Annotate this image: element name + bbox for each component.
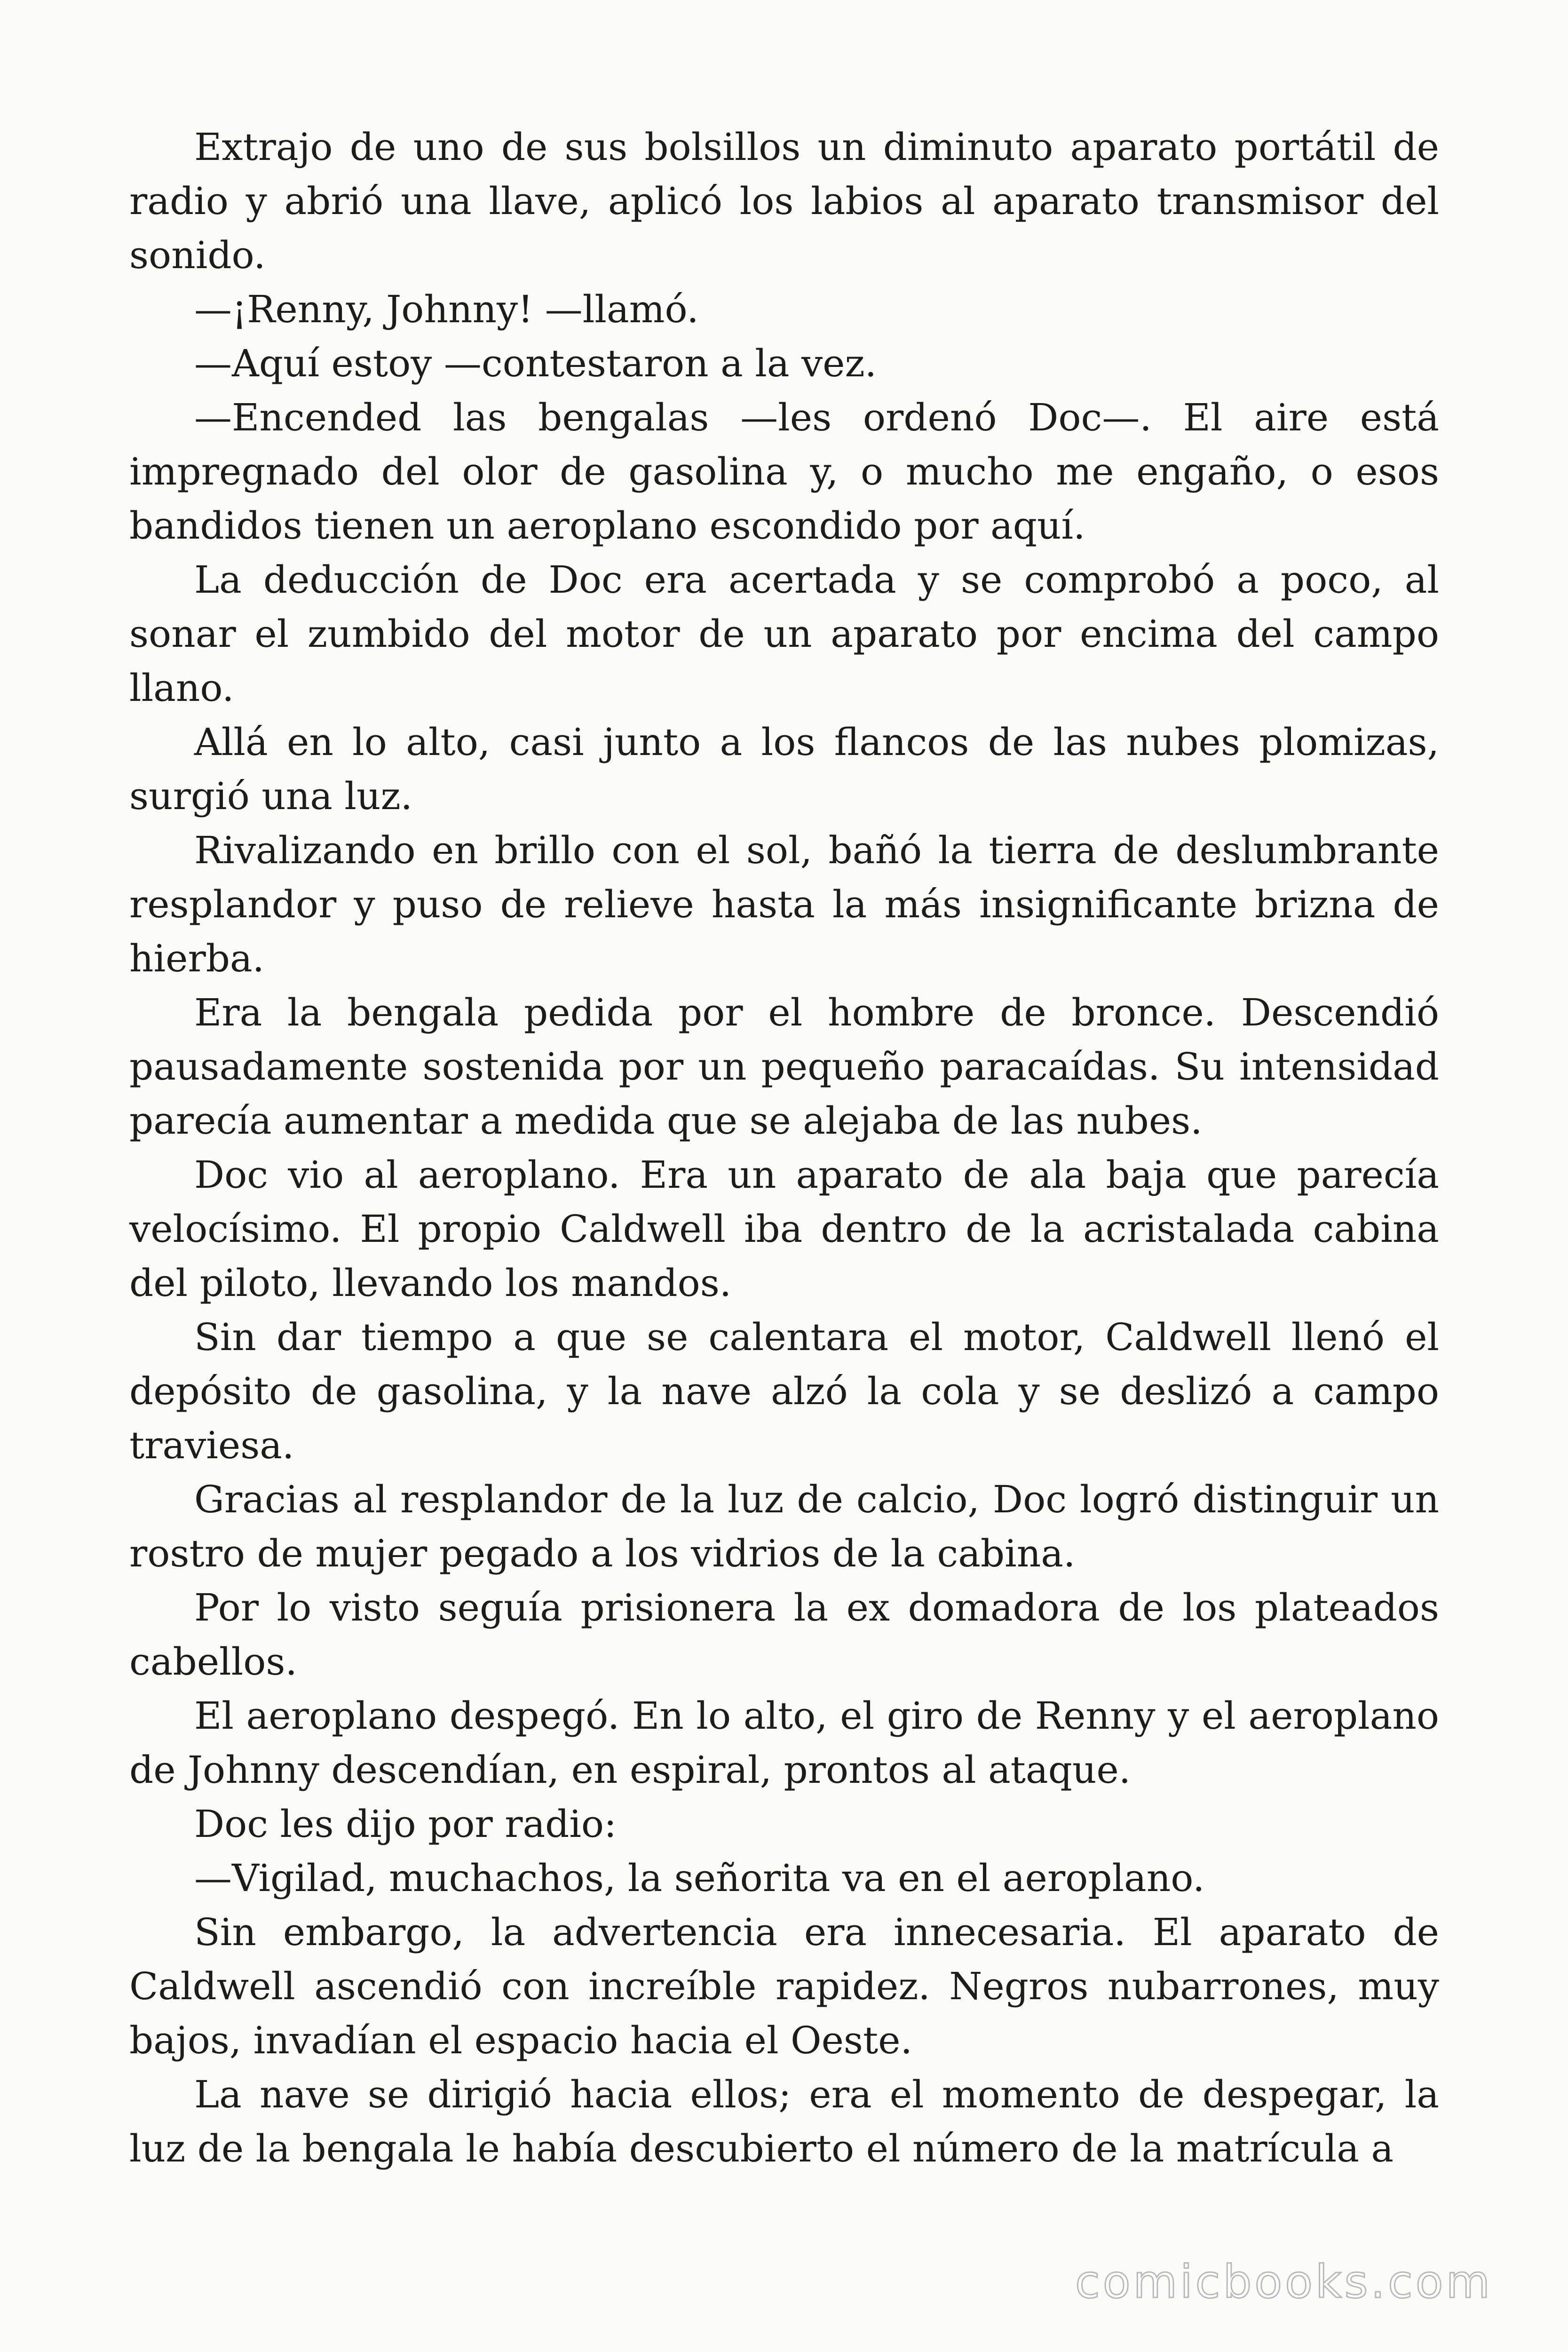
paragraph: El aeroplano despegó. En lo alto, el giro de Renny y el aeroplano de Johnny descendían, en espiral, prontos al ataque.: [129, 1694, 1439, 1792]
paragraph: Rivalizando en brillo con el sol, bañó la tierra de deslumbrante resplandor y puso de relieve hasta la más insignificante brizna de hierba.: [129, 828, 1439, 980]
paragraph: Gracias al resplandor de la luz de calcio, Doc logró distinguir un rostro de mujer pegado a los vidrios de la cabina.: [129, 1478, 1439, 1575]
paragraph: La nave se dirigió hacia ellos; era el momento de despegar, la luz de la bengala le había descubierto el número de la matrícula a: [129, 2073, 1439, 2170]
paragraph: —Encended las bengalas —les ordenó Doc—. El aire está impregnado del olor de gasolina y, o mucho me engaño, o esos bandidos tienen un aeroplano escondido por aquí.: [129, 396, 1439, 548]
paragraph: —¡Renny, Johnny! —llamó.: [194, 287, 699, 331]
paragraph: Doc vio al aeroplano. Era un aparato de ala baja que parecía velocísimo. El propio Caldwell iba dentro de la acristalada cabina del piloto, llevando los mandos.: [129, 1153, 1439, 1305]
paragraph: Por lo visto seguía prisionera la ex domadora de los plateados cabellos.: [129, 1586, 1439, 1684]
paragraph: Era la bengala pedida por el hombre de bronce. Descendió pausadamente sostenida por un pequeño paracaídas. Su intensidad parecía aumentar a medida que se alejaba de las nubes.: [129, 991, 1439, 1143]
paragraph: Allá en lo alto, casi junto a los flancos de las nubes plomizas, surgió una luz.: [129, 720, 1439, 818]
paragraph: —Vigilad, muchachos, la señorita va en el aeroplano.: [194, 1856, 1205, 1900]
page-body: [129, 120, 1439, 2176]
paragraph: Sin dar tiempo a que se calentara el motor, Caldwell llenó el depósito de gasolina, y la nave alzó la cola y se deslizó a campo traviesa.: [129, 1315, 1439, 1467]
paragraph: Sin embargo, la advertencia era innecesaria. El aparato de Caldwell ascendió con increíble rapidez. Negros nubarrones, muy bajos, invadían el espacio hacia el Oeste.: [129, 1910, 1439, 2062]
paragraph: Doc les dijo por radio:: [194, 1802, 617, 1846]
paragraph: —Aquí estoy —contestaron a la vez.: [194, 342, 877, 385]
paragraph: La deducción de Doc era acertada y se comprobó a poco, al sonar el zumbido del motor de un aparato por encima del campo llano.: [129, 558, 1439, 710]
paragraph: Extrajo de uno de sus bolsillos un diminuto aparato portátil de radio y abrió una llave, aplicó los labios al aparato transmisor del sonido.: [129, 125, 1439, 277]
watermark: comicbooks.com: [1075, 2256, 1493, 2308]
